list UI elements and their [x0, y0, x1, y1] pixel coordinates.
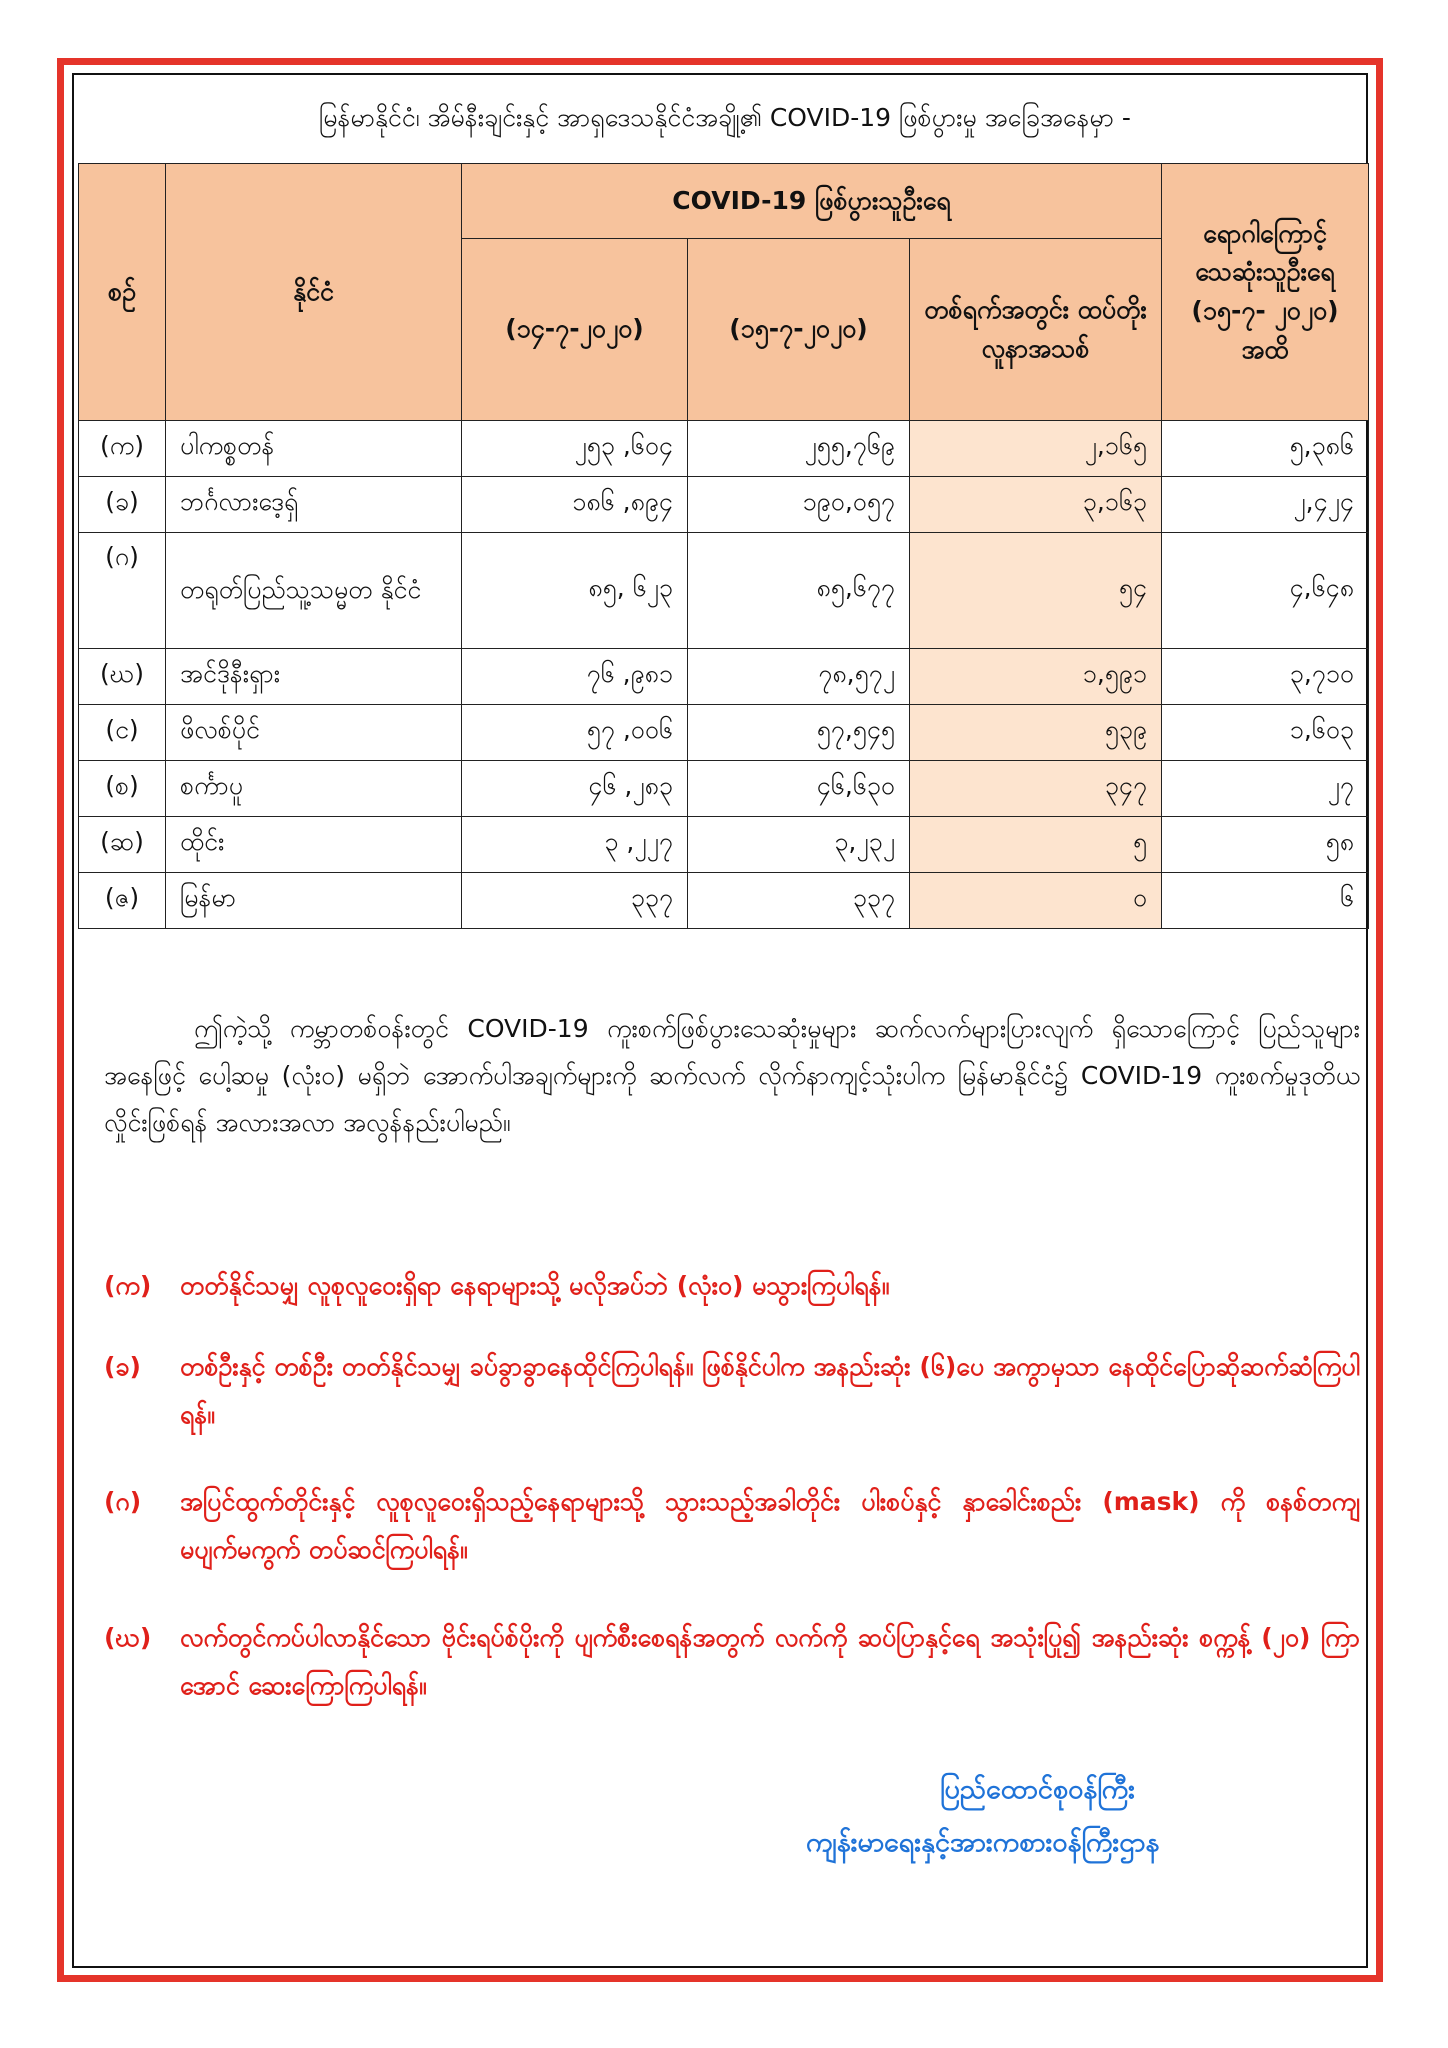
row-cases-date1: ၈၅, ၆၂၃	[462, 533, 688, 649]
row-increase: ၅၃၉	[910, 705, 1162, 761]
row-deaths: ၂၇	[1162, 761, 1369, 817]
rule-marker: (ဂ)	[104, 1487, 142, 1516]
row-cases-date2: ၅၇,၅၄၅	[688, 705, 910, 761]
table-row	[79, 705, 1369, 761]
row-index: (ဂ)	[79, 533, 166, 649]
table-row	[79, 533, 1369, 649]
row-deaths: ၂,၄၂၄	[1162, 477, 1369, 533]
covid-table	[78, 163, 1369, 929]
rule-marker: (ခ)	[104, 1352, 141, 1381]
row-country: ထိုင်း	[166, 817, 462, 873]
rule-marker: (ဃ)	[104, 1623, 152, 1652]
row-country: စင်္ကာပူ	[166, 761, 462, 817]
row-country: ဘင်္ဂလားဒေ့ရှ်	[166, 477, 462, 533]
row-cases-date1: ၇၆ ,၉၈၁	[462, 649, 688, 705]
table-row	[79, 421, 1369, 477]
row-index: (ခ)	[79, 477, 166, 533]
table-row	[79, 649, 1369, 705]
table-row	[79, 873, 1369, 929]
row-index: (ဇ)	[79, 873, 166, 929]
row-country: ဖိလစ်ပိုင်	[166, 705, 462, 761]
row-increase: ၃,၁၆၃	[910, 477, 1162, 533]
rule-item	[104, 1262, 1360, 1310]
advisory-paragraph: ဤကဲ့သို့ ကမ္ဘာတစ်ဝန်းတွင် COVID-19 ကူးစက်ဖြစ်ပွားသေဆုံးမှုများ ဆက်လက်များပြားလျက် ရှိသောကြောင့် ပြည်သူများအနေဖြင့် ပေါ့ဆမှု (လုံးဝ) မရှိဘဲ အောက်ပါအချက်များကို ဆက်လက် လိုက်နာကျင့်သုံးပါက မြန်မာနိုင်ငံ၌ COVID-19 ကူးစက်မှုဒုတိယလှိုင်းဖြစ်ရန် အလားအလာ အလွန်နည်းပါမည်။	[104, 1014, 1360, 1137]
row-cases-date2: ၄၆,၆၃၀	[688, 761, 910, 817]
row-deaths: ၄,၆၄၈	[1162, 533, 1369, 649]
table-row	[79, 761, 1369, 817]
row-country: အင်ဒိုနီးရှား	[166, 649, 462, 705]
row-deaths: ၅၈	[1162, 817, 1369, 873]
row-increase: ၃၄၇	[910, 761, 1162, 817]
row-increase: ၅၄	[910, 533, 1162, 649]
rule-marker: (က)	[104, 1271, 152, 1300]
header-date1: (၁၄-၇-၂၀၂၀)	[462, 239, 688, 421]
row-cases-date1: ၂၅၃ ,၆၀၄	[462, 421, 688, 477]
row-deaths: ၅,၃၈၆	[1162, 421, 1369, 477]
row-cases-date1: ၃ ,၂၂၇	[462, 817, 688, 873]
row-increase: ၀	[910, 873, 1162, 929]
row-increase: ၂,၁၆၅	[910, 421, 1162, 477]
signature-line1: ပြည်ထောင်စုဝန်ကြီး	[940, 1774, 1136, 1805]
row-country: တရုတ်ပြည်သူ့သမ္မတ နိုင်ငံ	[166, 533, 462, 649]
row-cases-date1: ၄၆ ,၂၈၃	[462, 761, 688, 817]
row-country: မြန်မာ	[166, 873, 462, 929]
row-index: (က)	[79, 421, 166, 477]
rule-item	[104, 1478, 1360, 1574]
row-cases-date2: ၁၉၀,၀၅၇	[688, 477, 910, 533]
row-index: (စ)	[79, 761, 166, 817]
header-deaths: ရောဂါကြောင့် သေဆုံးသူဦးရေ (၁၅-၇- ၂၀၂၀) အထိ	[1162, 164, 1369, 421]
rule-text: တစ်ဦးနှင့် တစ်ဦး တတ်နိုင်သမျှ ခပ်ခွာခွာနေထိုင်ကြပါရန်။ ဖြစ်နိုင်ပါက အနည်းဆုံး (၆)ပေ အကွာမှသာ နေထိုင်ပြောဆိုဆက်ဆံကြပါရန်။	[180, 1352, 1360, 1429]
signature-line2: ကျန်းမာရေးနှင့်အားကစားဝန်ကြီးဌာန	[806, 1827, 1160, 1858]
row-index: (ဃ)	[79, 649, 166, 705]
rule-item	[104, 1343, 1360, 1439]
row-deaths: ၆	[1162, 873, 1369, 929]
row-cases-date2: ၃,၂၃၂	[688, 817, 910, 873]
row-increase: ၅	[910, 817, 1162, 873]
rule-text: တတ်နိုင်သမျှ လူစုလူဝေးရှိရာ နေရာများသို့ မလိုအပ်ဘဲ (လုံးဝ) မသွားကြပါရန်။	[180, 1271, 890, 1300]
header-cases-group: COVID-19 ဖြစ်ပွားသူဦးရေ	[462, 164, 1162, 239]
table-row	[79, 477, 1369, 533]
row-cases-date1: ၅၇ ,၀၀၆	[462, 705, 688, 761]
row-index: (ဆ)	[79, 817, 166, 873]
row-index: (င)	[79, 705, 166, 761]
rule-item	[104, 1614, 1360, 1710]
row-cases-date2: ၃၃၇	[688, 873, 910, 929]
header-date2: (၁၅-၇-၂၀၂၀)	[688, 239, 910, 421]
rule-text: အပြင်ထွက်တိုင်းနှင့် လူစုလူဝေးရှိသည့်နေရာများသို့ သွားသည့်အခါတိုင်း ပါးစပ်နှင့် နှာခေါင်းစည်း (mask) ကို စနစ်တကျ မပျက်မကွက် တပ်ဆင်ကြပါရန်။	[180, 1487, 1360, 1564]
row-cases-date2: ၈၅,၆၇၇	[688, 533, 910, 649]
row-cases-date2: ၂၅၅,၇၆၉	[688, 421, 910, 477]
row-deaths: ၃,၇၁၀	[1162, 649, 1369, 705]
row-deaths: ၁,၆၀၃	[1162, 705, 1369, 761]
header-index: စဉ်	[79, 164, 166, 421]
row-cases-date1: ၃၃၇	[462, 873, 688, 929]
row-increase: ၁,၅၉၁	[910, 649, 1162, 705]
table-row	[79, 817, 1369, 873]
row-cases-date1: ၁၈၆ ,၈၉၄	[462, 477, 688, 533]
document-title: မြန်မာနိုင်ငံ၊ အိမ်နီးချင်းနှင့် အာရှဒေသနိုင်ငံအချို့၏ COVID-19 ဖြစ်ပွားမှု အခြေအနေမှာ -	[319, 103, 1131, 132]
rule-text: လက်တွင်ကပ်ပါလာနိုင်သော ဗိုင်းရပ်စ်ပိုးကို ပျက်စီးစေရန်အတွက် လက်ကို ဆပ်ပြာနှင့်ရေ အသုံးပြု၍ အနည်းဆုံး စက္ကန့် (၂၀) ကြာအောင် ဆေးကြောကြပါရန်။	[180, 1623, 1360, 1700]
row-country: ပါကစ္စတန်	[166, 421, 462, 477]
header-increase: တစ်ရက်အတွင်း ထပ်တိုး လူနာအသစ်	[910, 239, 1162, 421]
header-country: နိုင်ငံ	[166, 164, 462, 421]
row-cases-date2: ၇၈,၅၇၂	[688, 649, 910, 705]
